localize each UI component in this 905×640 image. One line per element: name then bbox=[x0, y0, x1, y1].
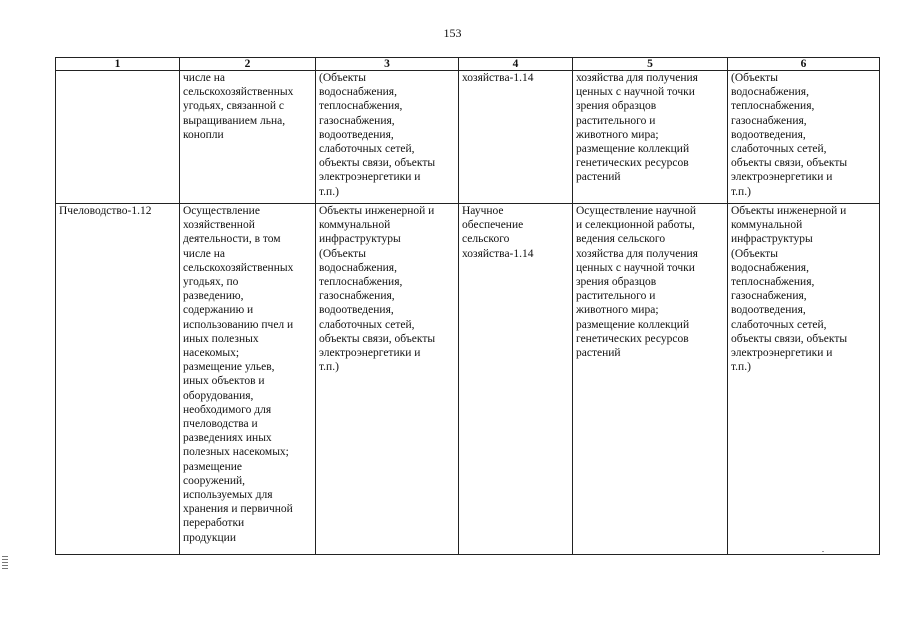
table-row bbox=[56, 204, 880, 555]
zoning-table bbox=[55, 57, 880, 555]
table-cell: Осуществление хозяйственной деятельности, в том числе на сельскохозяйственных угодьях, по разведению, содержанию и использованию пчел и иных полезных насекомых; размещение ульев, иных объектов и оборудования, необходимого для пчеловодства и разведениях иных полезных насекомых; размещение сооружений, используемых для хранения и первичной переработки продукции bbox=[180, 204, 316, 555]
column-header: 6 bbox=[728, 58, 880, 71]
column-header: 4 bbox=[459, 58, 573, 71]
table-cell: Пчеловодство-1.12 bbox=[56, 204, 180, 555]
scan-margin-marks bbox=[2, 556, 8, 571]
table-cell: числе на сельскохозяйственных угодьях, связанной с выращиванием льна, конопли bbox=[180, 71, 316, 204]
table-header-row bbox=[56, 58, 880, 71]
table-row bbox=[56, 71, 880, 204]
table-cell: (Объекты водоснабжения, теплоснабжения, газоснабжения, водоотведения, слаботочных сетей, объекты связи, объекты электроэнергетики и т.п.) bbox=[728, 71, 880, 204]
table-cell: Объекты инженерной и коммунальной инфраструктуры (Объекты водоснабжения, теплоснабжения, газоснабжения, водоотведения, слаботочных сетей, объекты связи, объекты электроэнергетики и т.п.) bbox=[316, 204, 459, 555]
column-header: 1 bbox=[56, 58, 180, 71]
scan-speck bbox=[822, 551, 824, 552]
column-header: 5 bbox=[573, 58, 728, 71]
column-header: 3 bbox=[316, 58, 459, 71]
table-cell: хозяйства для получения ценных с научной точки зрения образцов растительного и животного мира; размещение коллекций генетических ресурсов растений bbox=[573, 71, 728, 204]
column-header: 2 bbox=[180, 58, 316, 71]
table-cell: хозяйства-1.14 bbox=[459, 71, 573, 204]
table-cell: Объекты инженерной и коммунальной инфраструктуры (Объекты водоснабжения, теплоснабжения, газоснабжения, водоотведения, слаботочных сетей, объекты связи, объекты электроэнергетики и т.п.) bbox=[728, 204, 880, 555]
table-cell: (Объекты водоснабжения, теплоснабжения, газоснабжения, водоотведения, слаботочных сетей, объекты связи, объекты электроэнергетики и т.п.) bbox=[316, 71, 459, 204]
page-number: 153 bbox=[443, 26, 462, 40]
table-cell: Научное обеспечение сельского хозяйства-1.14 bbox=[459, 204, 573, 555]
table-cell: Осуществление научной и селекционной работы, ведения сельского хозяйства для получения ценных с научной точки зрения образцов растительного и животного мира; размещение коллекций генетических ресурсов растений bbox=[573, 204, 728, 555]
table-cell bbox=[56, 71, 180, 204]
